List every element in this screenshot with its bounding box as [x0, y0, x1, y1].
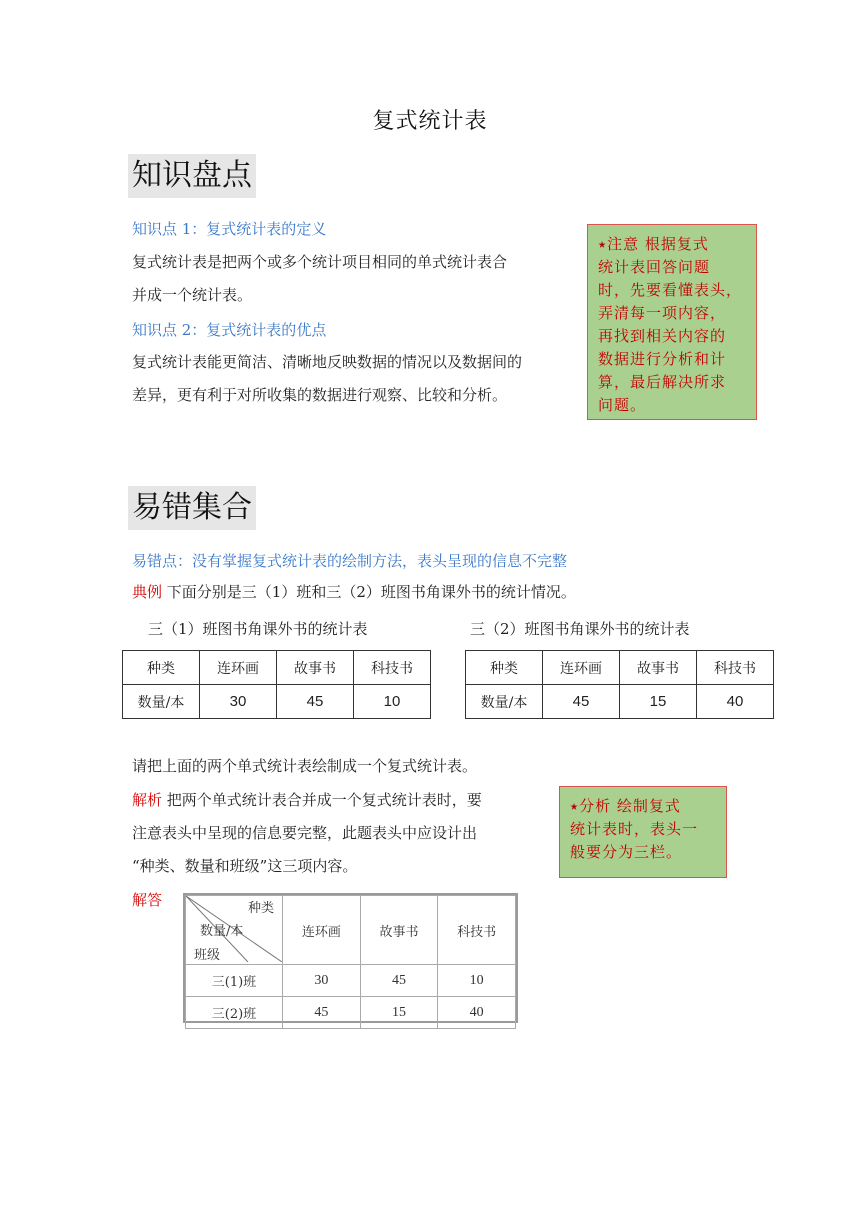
analysis-line3: “种类、数量和班级”这三项内容。 [132, 857, 358, 875]
table-row-label: 三(2)班 [186, 997, 283, 1029]
table-header-cell: 故事书 [277, 651, 354, 685]
table-header-cell: 故事书 [620, 651, 697, 685]
table-header-cell: 连环画 [543, 651, 620, 685]
example-text: 下面分别是三（1）班和三（2）班图书角课外书的统计情况。 [166, 583, 576, 601]
instruction-text: 请把上面的两个单式统计表绘制成一个复式统计表。 [132, 757, 478, 775]
table2 [465, 650, 774, 719]
note-box-analysis [559, 786, 727, 878]
answer-tag: 解答 [132, 891, 163, 909]
knowledge-point-2-title: 知识点 2：复式统计表的优点 [132, 321, 327, 339]
diag-label-class: 班级 [194, 948, 221, 963]
note-line: 数据进行分析和计 [598, 350, 727, 368]
diag-label-quantity: 数量/本 [200, 924, 244, 939]
knowledge-point-2-line2: 差异，更有利于对所收集的数据进行观察、比较和分析。 [132, 386, 508, 404]
table-cell: 45 [543, 685, 620, 719]
note-line: 算，最后解决所求 [598, 373, 727, 391]
table-row [123, 685, 431, 719]
note-line: ⭑注意 根据复式 [598, 235, 709, 253]
table-cell: 40 [697, 685, 774, 719]
note-box-attention [587, 224, 757, 420]
table-header-cell: 连环画 [200, 651, 277, 685]
knowledge-point-2-line1: 复式统计表能更简洁、清晰地反映数据的情况以及数据间的 [132, 353, 523, 371]
example-line [132, 576, 576, 608]
analysis-line2: 注意表头中呈现的信息要完整，此题表头中应设计出 [132, 824, 478, 842]
table-cell: 30 [283, 965, 361, 997]
table-header-cell: 连环画 [283, 896, 361, 965]
note-line: 问题。 [598, 396, 647, 414]
table-header-cell: 种类 [466, 651, 543, 685]
answer-table-frame [183, 893, 518, 1023]
table1 [122, 650, 431, 719]
note-line: 再找到相关内容的 [598, 327, 727, 345]
table1-caption: 三（1）班图书角课外书的统计表 [148, 620, 368, 638]
table-header-row [123, 651, 431, 685]
table-header-cell: 种类 [123, 651, 200, 685]
table-header-cell: 科技书 [438, 896, 516, 965]
table-cell: 15 [620, 685, 697, 719]
note-line: 统计表时，表头一 [570, 820, 699, 838]
table-header-row [186, 896, 516, 965]
knowledge-point-1-line2: 并成一个统计表。 [132, 286, 253, 304]
table-cell: 30 [200, 685, 277, 719]
table-row [466, 685, 774, 719]
table-header-cell: 科技书 [697, 651, 774, 685]
note-line: 时，先要看懂表头， [598, 281, 743, 299]
note-line: 弄清每一项内容， [598, 304, 727, 322]
table-row [186, 997, 516, 1029]
answer-table [185, 895, 516, 1029]
table-row-label: 三(1)班 [186, 965, 283, 997]
table-row-label: 数量/本 [123, 685, 200, 719]
section-heading-knowledge: 知识盘点 [128, 154, 256, 198]
table-row [186, 965, 516, 997]
analysis-text: 把两个单式统计表合并成一个复式统计表时，要 [166, 791, 482, 809]
table-cell: 45 [360, 965, 438, 997]
analysis-line1 [132, 784, 482, 817]
table-cell: 10 [438, 965, 516, 997]
note-line: 统计表回答问题 [598, 258, 711, 276]
example-tag: 典例 [132, 583, 163, 601]
note-line: 般要分为三栏。 [570, 843, 683, 861]
note-line: ⭑分析 绘制复式 [570, 797, 681, 815]
table-cell: 45 [283, 997, 361, 1029]
page-title: 复式统计表 [372, 109, 488, 134]
section-heading-errors: 易错集合 [128, 486, 256, 530]
diagonal-header-cell [186, 896, 283, 965]
table-header-cell: 故事书 [360, 896, 438, 965]
table-cell: 10 [354, 685, 431, 719]
table-header-row [466, 651, 774, 685]
table-cell: 45 [277, 685, 354, 719]
table-header-cell: 科技书 [354, 651, 431, 685]
table-cell: 15 [360, 997, 438, 1029]
diag-label-type: 种类 [248, 901, 275, 916]
error-point: 易错点：没有掌握复式统计表的绘制方法，表头呈现的信息不完整 [132, 552, 568, 570]
knowledge-point-1-title: 知识点 1：复式统计表的定义 [132, 220, 327, 238]
table-row-label: 数量/本 [466, 685, 543, 719]
table2-caption: 三（2）班图书角课外书的统计表 [470, 620, 690, 638]
knowledge-point-1-line1: 复式统计表是把两个或多个统计项目相同的单式统计表合 [132, 253, 508, 271]
analysis-tag: 解析 [132, 791, 163, 809]
table-cell: 40 [438, 997, 516, 1029]
